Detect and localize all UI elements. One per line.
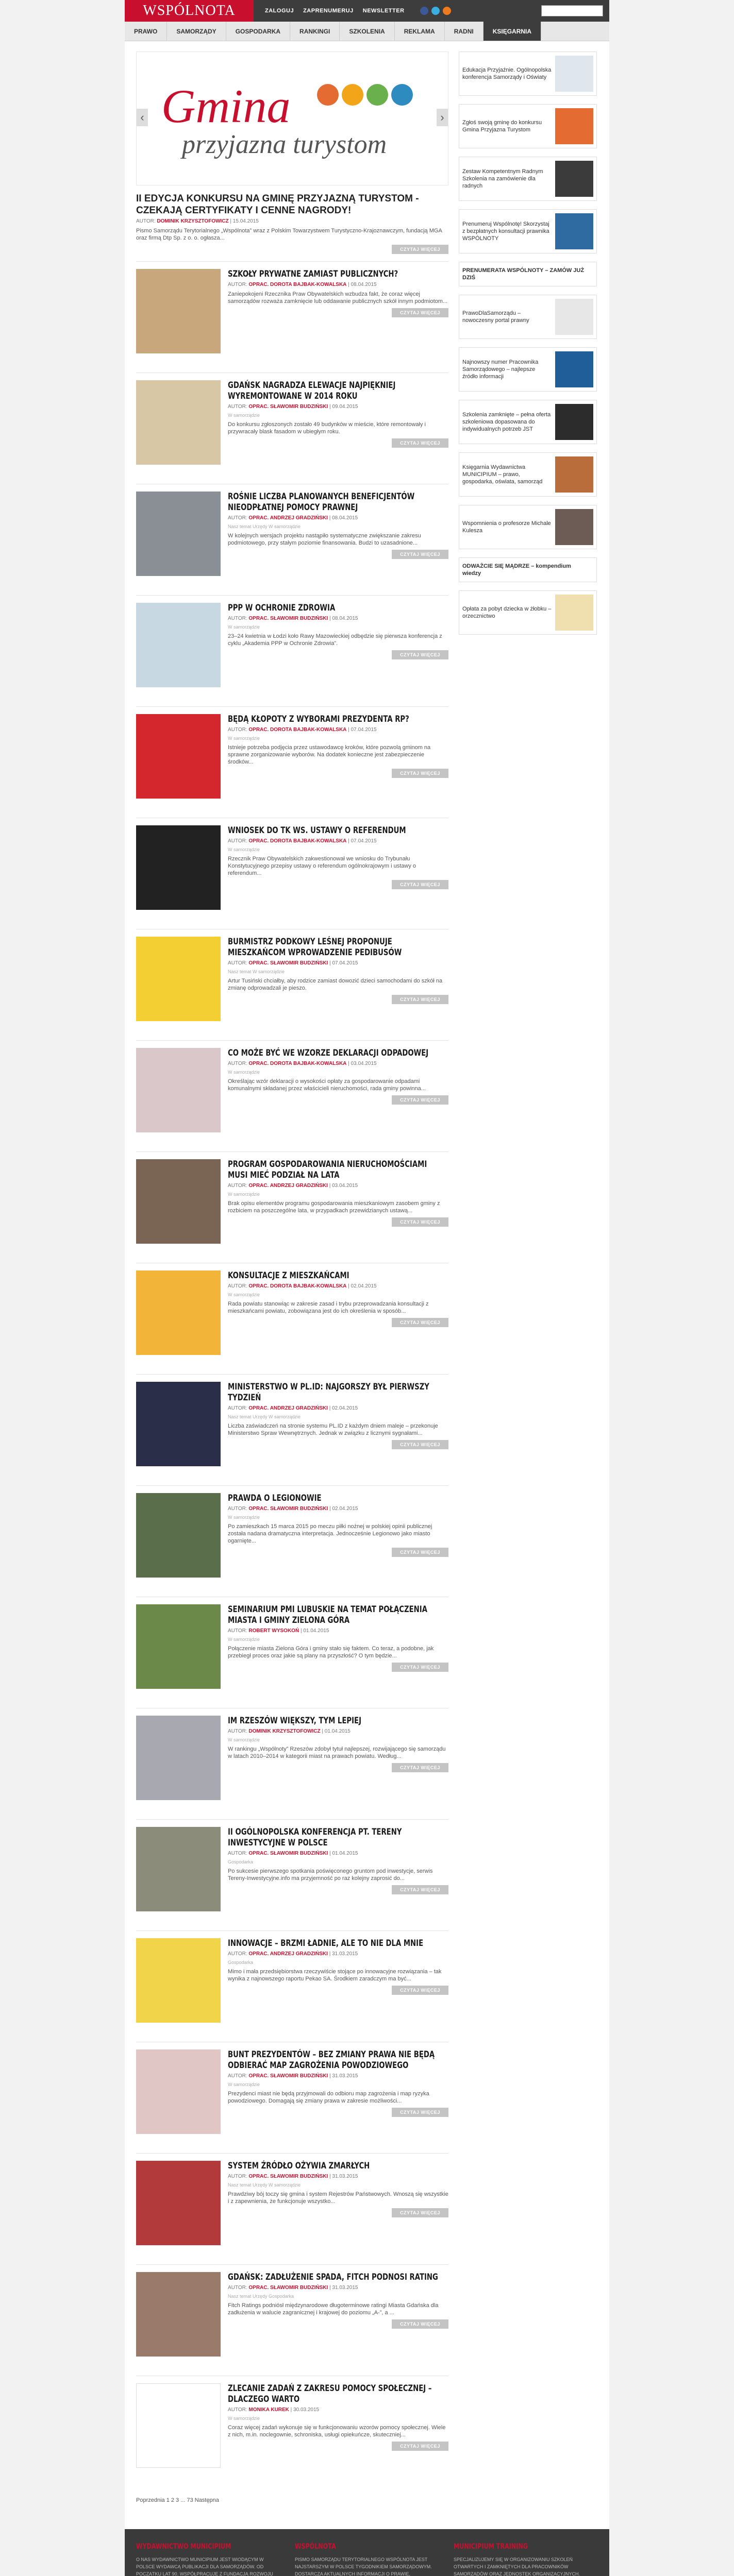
read-more-button[interactable]: CZYTAJ WIĘCEJ	[392, 1095, 448, 1105]
article-thumbnail[interactable]	[136, 937, 221, 1021]
sidebar-promo[interactable]	[459, 157, 597, 201]
article-item	[136, 1597, 448, 1708]
article-excerpt: Rzecznik Praw Obywatelskich zakwestionował we wniosku do Trybunału Konstytucyjnego przepisy ustawy o referendum ogólnokrajowym i ustawy o referendum...	[228, 856, 416, 876]
article-category[interactable]: Gospodarka	[228, 1859, 254, 1865]
facebook-icon[interactable]	[420, 7, 428, 15]
read-more-button[interactable]: CZYTAJ WIĘCEJ	[392, 650, 448, 659]
sidebar-promo-text: Zestaw Kompetentnym Radnym Szkolenia na zamówienie dla radnych	[462, 168, 543, 189]
read-more-button[interactable]: CZYTAJ WIĘCEJ	[392, 1318, 448, 1327]
article-item	[136, 2376, 448, 2487]
article-thumbnail[interactable]	[136, 603, 221, 687]
article-excerpt: Po sukcesie pierwszego spotkania poświęconego gruntom pod inwestycje, serwis Tereny-Inwestycyjne.info ma przyjemność po raz kolejny zaprosić do...	[228, 1868, 433, 1882]
article-thumbnail[interactable]	[136, 2049, 221, 2134]
sidebar-promo[interactable]	[459, 262, 597, 286]
article-meta: AUTOR: OPRAC. SŁAWOMIR BUDZIŃSKI | 31.03.2015	[228, 2073, 358, 2079]
article-title[interactable]: KONSULTACJE Z MIESZKAŃCAMI	[228, 1270, 349, 1281]
article-excerpt: Prawdziwy bój toczy się gmina i system Rejestrów Państwowych. Wnoszą się wszystkie i z zapewnienia, że funkcjonuje wszystko...	[228, 2191, 448, 2205]
article-excerpt: Zaniepokojeni Rzecznika Praw Obywatelskich wzbudza fakt, że coraz więcej samorządów rozważa zamknięcie lub oddawanie publicznych szkół innym podmiotom...	[228, 291, 448, 304]
article-item	[136, 1930, 448, 2042]
nav-item[interactable]: RANKINGI	[290, 22, 340, 41]
article-excerpt: Brak opisu elementów programu gospodarowania mieszkaniowym zasobem gminy z rozbiciem na poszczególne lata, w przypadkach przewidzianych ustawą...	[228, 1200, 440, 1214]
article-excerpt: Coraz więcej zadań wykonuje się w funkcjonowaniu wzorów pomocy społecznej. Wiele z nich, m.in. noclegownie, schroniska, usługi opiekuńcze, skuteczniej...	[228, 2425, 446, 2438]
sidebar-promo-text: PrawoDlaSamorządu – nowoczesny portal prawny	[462, 310, 529, 324]
top-bar	[125, 0, 609, 22]
article-title[interactable]: CO MOŻE BYĆ WE WZORZE DEKLARACJI ODPADOWEJ	[228, 1048, 429, 1058]
article-category[interactable]: W samorządzie	[228, 1070, 260, 1075]
article-thumbnail[interactable]	[136, 1159, 221, 1244]
article-item	[136, 2264, 448, 2376]
article-meta: AUTOR: OPRAC. ANDRZEJ GRADZIŃSKI | 31.03.2015	[228, 1951, 358, 1957]
article-meta: AUTOR: DOMINIK KRZYSZTOFOWICZ | 01.04.2015	[228, 1728, 351, 1734]
sidebar-promo-image	[555, 595, 593, 631]
read-more-button[interactable]: CZYTAJ WIĘCEJ	[392, 2442, 448, 2451]
article-meta: AUTOR: OPRAC. DOROTA BAJBAK-KOWALSKA | 08.04.2015	[228, 282, 377, 287]
article-title[interactable]: IM RZESZÓW WIĘKSZY, TYM LEPIEJ	[228, 1716, 362, 1726]
article-excerpt: Istnieje potrzeba podjęcia przez ustawodawcę kroków, które pozwolą gminom na sprawne zorganizowanie wyborów. Na dodatek konieczne jest zabezpieczenie środków...	[228, 744, 431, 765]
article-title[interactable]: ZLECANIE ZADAŃ Z ZAKRESU POMOCY SPOŁECZNEJ – DLACZEGO WARTO	[228, 2383, 432, 2404]
sidebar-promo-text: Księgarnia Wydawnictwa MUNICIPIUM – prawo, gospodarka, oświata, samorząd	[462, 464, 543, 485]
article-excerpt: W rankingu „Wspólnoty” Rzeszów zdobył tytuł najlepszej, rozwijającego się samorządu w latach 2010–2014 w kategorii miast na prawach powiatu. Według...	[228, 1746, 446, 1759]
article-thumbnail[interactable]	[136, 1048, 221, 1132]
article-meta: AUTOR: OPRAC. ANDRZEJ GRADZIŃSKI | 02.04.2015	[228, 1405, 358, 1411]
article-title[interactable]: II OGÓLNOPOLSKA KONFERENCJA PT. TERENY INWESTYCYJNE W POLSCE	[228, 1827, 402, 1848]
rss-icon[interactable]	[443, 7, 451, 15]
article-meta: AUTOR: OPRAC. DOROTA BAJBAK-KOWALSKA | 07.04.2015	[228, 838, 377, 844]
nav-item[interactable]: SAMORZĄDY	[167, 22, 226, 41]
lead-meta: AUTOR: DOMINIK KRZYSZTOFOWICZ | 15.04.2015	[136, 218, 259, 224]
footer-text: PISMO SAMORZĄDU TERYTORIALNEGO WSPÓLNOTA JEST NAJSTARSZYM W POLSCE TYGODNIKIEM SAMORZĄDOWYM. DOSTARCZA AKTUALNYCH INFORMACJI O PRAWIE,	[295, 2557, 432, 2576]
article-excerpt: Określając wzór deklaracji o wysokości opłaty za gospodarowanie odpadami komunalnymi składanej przez właścicieli nieruchomości, rada gminy powinna...	[228, 1078, 426, 1092]
sidebar-promo-image	[555, 299, 593, 335]
article-meta: AUTOR: OPRAC. SŁAWOMIR BUDZIŃSKI | 31.03.2015	[228, 2285, 358, 2291]
read-more-button[interactable]: CZYTAJ WIĘCEJ	[392, 1663, 448, 1672]
article-meta: AUTOR: OPRAC. DOROTA BAJBAK-KOWALSKA | 03.04.2015	[228, 1061, 377, 1066]
article-category[interactable]: W samorządzie	[228, 2082, 260, 2087]
twitter-icon[interactable]	[431, 7, 440, 15]
article-meta: AUTOR: OPRAC. ANDRZEJ GRADZIŃSKI | 03.04.2015	[228, 1183, 358, 1189]
banner-next-arrow-icon[interactable]: ›	[437, 109, 448, 126]
swimming-icon	[391, 84, 413, 106]
article-thumbnail[interactable]	[136, 2383, 221, 2468]
article-thumbnail[interactable]	[136, 1716, 221, 1800]
article-item	[136, 1374, 448, 1485]
sidebar-promo-image	[555, 456, 593, 493]
article-item	[136, 818, 448, 929]
banner-subtitle: przyjazna turystom	[182, 130, 387, 159]
article-thumbnail[interactable]	[136, 714, 221, 799]
top-links	[265, 8, 405, 14]
nav-item[interactable]: PRAWO	[125, 22, 167, 41]
article-meta: AUTOR: OPRAC. SŁAWOMIR BUDZIŃSKI | 08.04.2015	[228, 616, 358, 621]
article-thumbnail[interactable]	[136, 825, 221, 910]
article-item	[136, 1708, 448, 1819]
lead-excerpt: Pismo Samorządu Terytorialnego „Wspólnota” wraz z Polskim Towarzystwem Turystyczno-Krajoznawczym, fundacją MGA oraz firmą Dtp Sp. z o. o. ogłasza...	[136, 228, 442, 241]
article-category[interactable]: W samorządzie	[228, 1637, 260, 1642]
running-icon	[366, 84, 388, 106]
article-category[interactable]: Nasz temat Urzędy W samorządzie	[228, 524, 301, 529]
article-title[interactable]: ROŚNIE LICZBA PLANOWANYCH BENEFICJENTÓW NIEODPŁATNEJ POMOCY PRAWNEJ	[228, 492, 415, 513]
article-meta: AUTOR: OPRAC. SŁAWOMIR BUDZIŃSKI | 31.03.2015	[228, 2174, 358, 2179]
article-item	[136, 1819, 448, 1930]
footer-text: O NAS WYDAWNICTWO MUNICIPIUM JEST WIODĄCYM W POLSCE WYDAWCĄ PUBLIKACJI DLA SAMORZĄDÓW. OD POCZĄTKU LAT 90. WSPÓŁPRACUJE Z FUNDACJĄ ROZWOJU	[136, 2557, 273, 2576]
article-category[interactable]: W samorządzie	[228, 736, 260, 741]
sidebar-promo-text: Zgłoś swoją gminę do konkursu Gmina Przyjazna Turystom	[462, 120, 542, 133]
article-excerpt: Do konkursu zgłoszonych zostało 49 budynków w mieście, które remontowały i przywracały blask fasadom w ubiegłym roku.	[228, 421, 426, 435]
article-title[interactable]: GDAŃSK: ZADŁUŻENIE SPADA, FITCH PODNOSI RATING	[228, 2272, 438, 2282]
read-more-button[interactable]: CZYTAJ WIĘCEJ	[392, 995, 448, 1004]
sidebar-promo[interactable]	[459, 452, 597, 497]
sidebar-promo[interactable]	[459, 104, 597, 148]
article-item	[136, 1151, 448, 1263]
read-more-button[interactable]: CZYTAJ WIĘCEJ	[392, 1885, 448, 1894]
read-more-button[interactable]: CZYTAJ WIĘCEJ	[392, 308, 448, 317]
main-nav	[125, 22, 609, 41]
article-excerpt: Mimo i mała przedsiębiorstwa rzeczywiście stojące po innowacyjne rozwiązania – tak wynika z najnowszego raportu Pekao SA. Środkiem zaradczym ma być...	[228, 1969, 442, 1982]
sidebar-promo-text: PRENUMERATA WSPÓLNOTY – ZAMÓW JUŻ DZIŚ	[462, 267, 585, 281]
article-title[interactable]: BĘDĄ KŁOPOTY Z WYBORAMI PREZYDENTA RP?	[228, 714, 409, 724]
article-thumbnail[interactable]	[136, 2272, 221, 2357]
article-thumbnail[interactable]	[136, 1938, 221, 2023]
read-more-button[interactable]: CZYTAJ WIĘCEJ	[392, 2208, 448, 2217]
article-title[interactable]: SYSTEM ŹRÓDŁO OŻYWIA ZMARŁYCH	[228, 2161, 370, 2171]
sidebar-promo-text: Edukacja Przyjaźnie. Ogólnopolska konferencja Samorządy i Oświaty	[462, 67, 552, 80]
read-more-button[interactable]: CZYTAJ WIĘCEJ	[392, 1440, 448, 1449]
sidebar-promo-image	[555, 56, 593, 92]
article-item	[136, 372, 448, 484]
article-item	[136, 1040, 448, 1151]
main-column	[125, 52, 448, 2524]
article-meta: AUTOR: OPRAC. DOROTA BAJBAK-KOWALSKA | 02.04.2015	[228, 1283, 377, 1289]
site-logo[interactable]: WSPÓLNOTA	[125, 0, 254, 22]
article-title[interactable]: GDAŃSK NAGRADZA ELEWACJE NAJPIĘKNIEJ WYREMONTOWANE W 2014 ROKU	[228, 380, 396, 401]
article-excerpt: Połączenie miasta Zielona Góra i gminy stało się faktem. Co teraz, a podobne, jak przebiegł proces oraz jakie są plany na przyszłość? O tym będzie...	[228, 1646, 434, 1659]
article-category[interactable]: W samorządzie	[228, 1515, 260, 1520]
read-more-button[interactable]: CZYTAJ WIĘCEJ	[392, 550, 448, 559]
sidebar-promo[interactable]	[459, 295, 597, 339]
sidebar-promo-image	[555, 351, 593, 387]
article-category[interactable]: Nasz temat Urzędy Gospodarka	[228, 2294, 294, 2299]
sidebar-promo-image	[555, 509, 593, 545]
article-category[interactable]: W samorządzie	[228, 413, 260, 418]
article-item	[136, 2042, 448, 2153]
pagination[interactable]: Poprzednia 1 2 3 ... 73 Następna	[136, 2497, 219, 2503]
sidebar	[459, 52, 597, 2524]
article-title[interactable]: PROGRAM GOSPODAROWANIA NIERUCHOMOŚCIAMI MUSI MIEĆ PODZIAŁ NA LATA	[228, 1159, 427, 1180]
article-thumbnail[interactable]	[136, 492, 221, 576]
article-meta: AUTOR: OPRAC. SŁAWOMIR BUDZIŃSKI | 01.04.2015	[228, 1851, 358, 1856]
sidebar-promo[interactable]	[459, 52, 597, 96]
article-thumbnail[interactable]	[136, 1382, 221, 1466]
article-category[interactable]: Nasz temat W samorządzie	[228, 969, 285, 974]
article-excerpt: Po zamieszkach 15 marca 2015 po meczu piłki nożnej w polskiej opinii publicznej została nadana dramatyczna interpretacja. Jednocześnie Legionowo jako miasto ogarnięte...	[228, 1523, 432, 1544]
page	[125, 0, 609, 2576]
article-category[interactable]: W samorządzie	[228, 624, 260, 630]
article-meta: AUTOR: OPRAC. ANDRZEJ GRADZIŃSKI | 08.04.2015	[228, 515, 358, 521]
read-more-button[interactable]: CZYTAJ WIĘCEJ	[392, 245, 448, 254]
article-category[interactable]: Gospodarka	[228, 1960, 254, 1965]
footer-title: WSPÓLNOTA	[295, 2543, 336, 2551]
article-category[interactable]: W samorządzie	[228, 1192, 260, 1197]
article-title[interactable]: BURMISTRZ PODKOWY LEŚNEJ PROPONUJE MIESZKAŃCOM WPROWADZENIE PEDIBUSÓW	[228, 937, 402, 958]
banner-title: Gmina	[161, 80, 291, 132]
article-category[interactable]: W samorządzie	[228, 847, 260, 852]
sidebar-promo[interactable]	[459, 505, 597, 549]
article-meta: AUTOR: OPRAC. DOROTA BAJBAK-KOWALSKA | 07.04.2015	[228, 727, 377, 733]
read-more-button[interactable]: CZYTAJ WIĘCEJ	[392, 769, 448, 778]
sidebar-promo[interactable]	[459, 347, 597, 392]
article-title[interactable]: SZKOŁY PRYWATNE ZAMIAST PUBLICZNYCH?	[228, 269, 398, 279]
hiking-icon	[317, 84, 339, 106]
article-item	[136, 706, 448, 818]
sidebar-promo-image	[555, 161, 593, 197]
article-thumbnail[interactable]	[136, 1827, 221, 1911]
article-item	[136, 595, 448, 706]
article-category[interactable]: W samorządzie	[228, 2416, 260, 2421]
subscribe-link[interactable]: ZAPRENUMERUJ	[303, 8, 354, 14]
article-thumbnail[interactable]	[136, 1270, 221, 1355]
article-category[interactable]: W samorządzie	[228, 1292, 260, 1297]
read-more-button[interactable]: CZYTAJ WIĘCEJ	[392, 1548, 448, 1557]
footer-title: MUNICIPIUM TRAINING	[454, 2543, 528, 2551]
article-title[interactable]: MINISTERSTWO W PL.ID: NAJGORSZY BYŁ PIERWSZY TYDZIEŃ	[228, 1382, 429, 1403]
newsletter-link[interactable]: NEWSLETTER	[362, 8, 405, 14]
sidebar-promo-text: Najnowszy numer Pracownika Samorządowego – najlepsze źródło informacji	[462, 359, 539, 380]
read-more-button[interactable]: CZYTAJ WIĘCEJ	[392, 2108, 448, 2117]
article-title[interactable]: SEMINARIUM PMI LUBUSKIE NA TEMAT POŁĄCZENIA MIASTA I GMINY ZIELONA GÓRA	[228, 1604, 427, 1625]
article-item	[136, 929, 448, 1040]
article-title[interactable]: WNIOSEK DO TK WS. USTAWY O REFERENDUM	[228, 825, 406, 836]
footer	[125, 2529, 609, 2576]
sidebar-promo-image	[555, 404, 593, 440]
article-excerpt: 23–24 kwietnia w Łodzi koło Rawy Mazowieckiej odbędzie się pierwsza konferencja z cyklu „Akademia PPP w Ochronie Zdrowia”.	[228, 633, 442, 647]
lead-title[interactable]: II EDYCJA KONKURSU NA GMINĘ PRZYJAZNĄ TURYSTOM - CZEKAJĄ CERTYFIKATY I CENNE NAGRODY!	[136, 193, 419, 216]
article-item	[136, 484, 448, 595]
cycling-icon	[342, 84, 363, 106]
article-meta: AUTOR: OPRAC. SŁAWOMIR BUDZIŃSKI | 07.04.2015	[228, 960, 358, 966]
sidebar-promo-text: ODWAŻCIE SIĘ MĄDRZE – kompendium wiedzy	[462, 563, 571, 577]
article-excerpt: Liczba zaświadczeń na stronie systemu PL.ID z każdym dniem maleje – przekonuje Ministerstwo Spraw Wewnętrznych. Jednak w związku z licznymi sygnałami...	[228, 1423, 438, 1436]
article-thumbnail[interactable]	[136, 269, 221, 353]
lead-article	[136, 193, 448, 261]
article-thumbnail[interactable]	[136, 2161, 221, 2245]
sidebar-promo[interactable]	[459, 590, 597, 635]
article-excerpt: Prezydenci miast nie będą przyjmowali do odbioru map zagrożenia i map ryzyka powodziowego. Domagają się zmiany prawa w zakresie możliwości...	[228, 2091, 429, 2104]
sidebar-promo-text: Prenumeruj Wspólnotę! Skorzystaj z bezpłatnych konsultacji prawnika WSPÓLNOTY	[462, 221, 549, 242]
search-input[interactable]	[541, 5, 603, 16]
article-item	[136, 2153, 448, 2264]
sidebar-promo[interactable]	[459, 400, 597, 444]
footer-title: WYDAWNICTWO MUNICIPIUM	[136, 2543, 231, 2551]
read-more-button[interactable]: CZYTAJ WIĘCEJ	[392, 1217, 448, 1227]
read-more-button[interactable]: CZYTAJ WIĘCEJ	[392, 880, 448, 889]
article-category[interactable]: Nasz temat Urzędy W samorządzie	[228, 1414, 301, 1419]
article-meta: AUTOR: OPRAC. SŁAWOMIR BUDZIŃSKI | 02.04.2015	[228, 1506, 358, 1512]
nav-item[interactable]: REKLAMA	[395, 22, 445, 41]
sidebar-promo-image	[555, 213, 593, 249]
sidebar-promo-text: Szkolenia zamknięte – pełna oferta szkoleniowa dopasowana do indywidualnych potrzeb JST	[462, 412, 551, 432]
article-thumbnail[interactable]	[136, 380, 221, 465]
footer-text: SPECJALIZUJEMY SIĘ W ORGANIZOWANIU SZKOLEŃ OTWARTYCH I ZAMKNIĘTYCH DLA PRACOWNIKÓW SAMORZĄDÓW ORAZ JEDNOSTEK ORGANIZACYJNYCH.	[454, 2557, 580, 2576]
article-list	[136, 261, 448, 2487]
featured-banner[interactable]	[136, 52, 448, 185]
article-excerpt: Fitch Ratings podniósł międzynarodowe długoterminowe ratingi Miasta Gdańska dla zadłużenia w walucie zagranicznej i krajowej do poziomu „A-”, a ...	[228, 2302, 439, 2316]
article-thumbnail[interactable]	[136, 1493, 221, 1578]
social-icons	[420, 7, 451, 15]
article-item	[136, 1485, 448, 1597]
sidebar-promo-text: Wspomnienia o profesorze Michale Kulesza	[462, 520, 551, 534]
article-category[interactable]: Nasz temat Urzędy W samorządzie	[228, 2182, 301, 2188]
read-more-button[interactable]: CZYTAJ WIĘCEJ	[392, 1986, 448, 1995]
read-more-button[interactable]: CZYTAJ WIĘCEJ	[392, 1763, 448, 1772]
article-meta: AUTOR: OPRAC. SŁAWOMIR BUDZIŃSKI | 09.04.2015	[228, 404, 358, 410]
article-item	[136, 261, 448, 372]
article-excerpt: Artur Tusiński chciałby, aby rodzice zamiast dowozić dzieci samochodami do szkół na zmianę odprowadzali je pieszo.	[228, 978, 443, 991]
sidebar-promo-text: Opłata za pobyt dziecka w żłobku – orzecznictwo	[462, 606, 552, 619]
article-meta: AUTOR: MONIKA KUREK | 30.03.2015	[228, 2407, 320, 2413]
article-title[interactable]: BUNT PREZYDENTÓW – BEZ ZMIANY PRAWA NIE BĘDĄ ODBIERAĆ MAP ZAGROŻENIA POWODZIOWEGO	[228, 2049, 435, 2071]
nav-item[interactable]: GOSPODARKA	[226, 22, 290, 41]
nav-item[interactable]: RADNI	[445, 22, 483, 41]
sidebar-promo[interactable]	[459, 557, 597, 582]
article-excerpt: Rada powiatu stanowiąc w zakresie zasad i trybu przeprowadzania konsultacji z mieszkańcami powiatu, zobowiązana jest do ich określenia w sposób...	[228, 1301, 429, 1314]
article-excerpt: W kolejnych wersjach projektu nastąpiło systematyczne zwiększanie zakresu podmiotowego, przy stałym poziomie finansowania. Budzi to uzasadnione...	[228, 533, 421, 546]
article-title[interactable]: PRAWDA O LEGIONOWIE	[228, 1493, 322, 1503]
article-meta: AUTOR: ROBERT WYSOKOŃ | 01.04.2015	[228, 1628, 329, 1634]
article-thumbnail[interactable]	[136, 1604, 221, 1689]
sidebar-promo-image	[555, 108, 593, 144]
read-more-button[interactable]: CZYTAJ WIĘCEJ	[392, 2319, 448, 2329]
sidebar-promo[interactable]	[459, 209, 597, 253]
article-title[interactable]: INNOWACJE – BRZMI ŁADNIE, ALE TO NIE DLA MNIE	[228, 1938, 424, 1948]
login-link[interactable]: ZALOGUJ	[265, 8, 294, 14]
banner-prev-arrow-icon[interactable]: ‹	[137, 109, 148, 126]
nav-item[interactable]: KSIĘGARNIA	[483, 22, 541, 41]
read-more-button[interactable]: CZYTAJ WIĘCEJ	[392, 438, 448, 448]
nav-item[interactable]: SZKOLENIA	[340, 22, 394, 41]
article-category[interactable]: W samorządzie	[228, 1737, 260, 1742]
article-title[interactable]: PPP W OCHRONIE ZDROWIA	[228, 603, 336, 613]
article-item	[136, 1263, 448, 1374]
